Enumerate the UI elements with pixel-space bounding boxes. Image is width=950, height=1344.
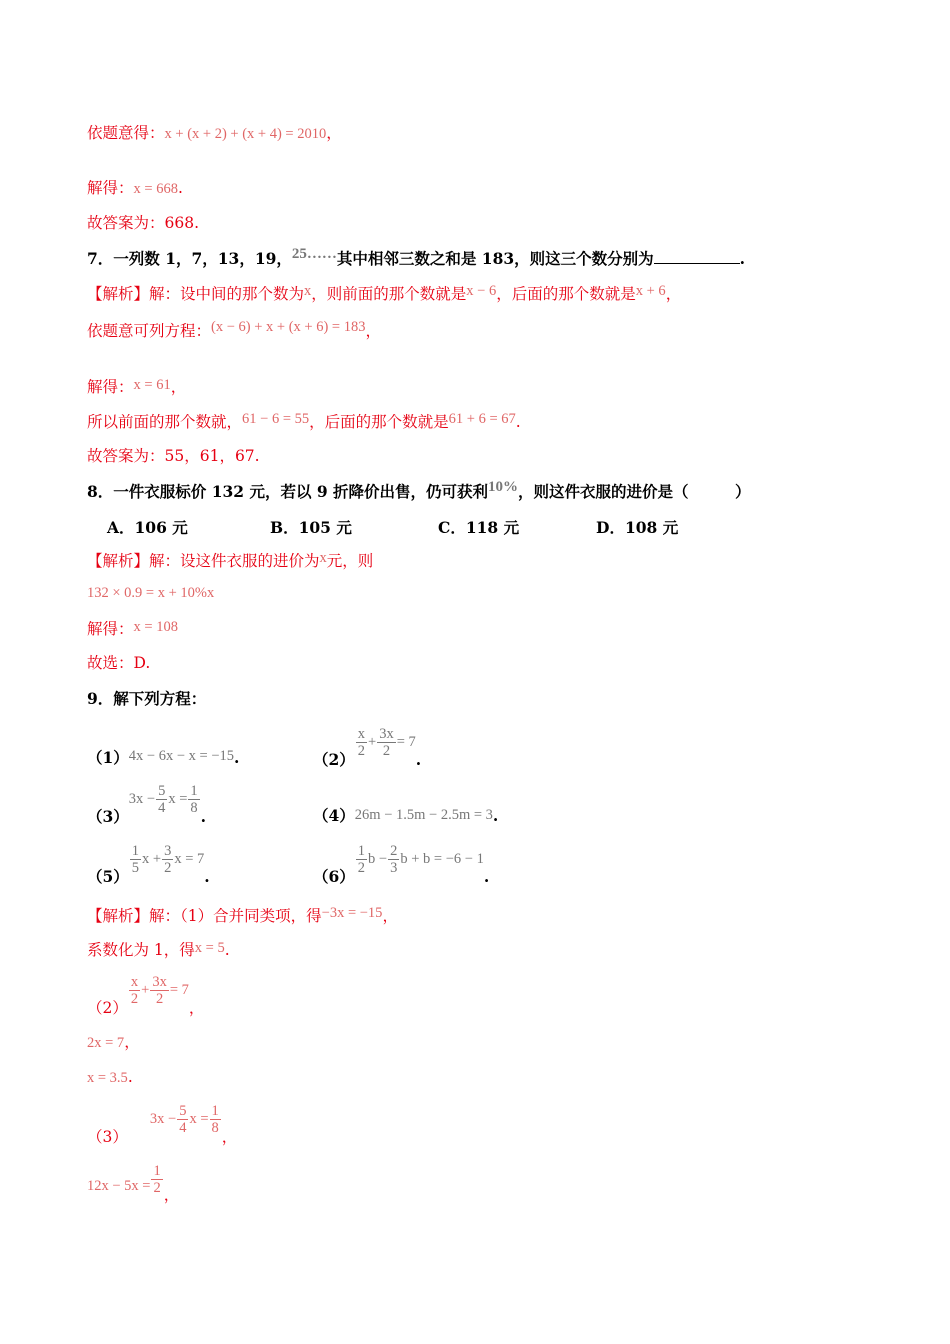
problem-5	[87, 843, 210, 886]
analysis-line	[87, 321, 381, 342]
step-label: （3）	[87, 1128, 128, 1146]
denominator: 2	[357, 860, 366, 876]
problem-1	[87, 748, 239, 769]
analysis-line	[87, 551, 373, 572]
analysis-line	[87, 377, 186, 398]
superscript-term: 10%	[488, 479, 519, 495]
denominator: 8	[211, 1120, 219, 1136]
equation-part: x = 7	[174, 850, 205, 867]
equation: 26m − 1.5m − 2.5m = 3	[354, 807, 493, 823]
equation: (x − 6) + x + (x + 6) = 183	[211, 319, 366, 335]
solution-line	[87, 123, 342, 144]
analysis-text: 所以前面的那个数就，	[87, 413, 243, 431]
problem-3	[87, 783, 207, 826]
analysis-text: 解：设这件衣服的进价为	[149, 552, 320, 570]
solution-line	[87, 178, 183, 199]
numerator: 1	[131, 843, 140, 859]
analysis-tag: 【解析】	[87, 552, 150, 570]
variable: x	[319, 550, 327, 566]
problem-2	[313, 726, 422, 769]
equation-part: 12x − 5x =	[87, 1177, 151, 1194]
label-text: 解得：	[87, 378, 134, 396]
option-a[interactable]: A．106 元	[107, 518, 188, 537]
analysis-line	[87, 906, 398, 927]
question-text: 一列数 1，7，13，19，	[113, 249, 292, 268]
punctuation: ，	[170, 378, 187, 396]
answer-line: 故答案为：55，61，67.	[87, 447, 260, 465]
analysis-text: 元，则	[326, 552, 374, 570]
question-9: 9．解下列方程：	[87, 689, 207, 708]
punctuation: .	[515, 413, 521, 431]
numerator: 5	[158, 783, 166, 799]
equation-part: x =	[168, 790, 188, 807]
problem-label: （2）	[313, 750, 355, 769]
analysis-line	[87, 974, 205, 1017]
punctuation: .	[234, 748, 240, 767]
numerator: 3x	[152, 974, 167, 990]
denominator: 3	[390, 860, 398, 876]
punctuation: ，	[221, 1128, 238, 1146]
analysis-text: 解：（1）合并同类项，得	[149, 907, 322, 925]
equation: x = 668	[133, 181, 178, 197]
denominator: 4	[158, 800, 166, 816]
punctuation: ，	[163, 1186, 180, 1204]
equation: 61 + 6 = 67	[448, 411, 516, 427]
answer-blank[interactable]	[654, 249, 740, 264]
analysis-line	[87, 284, 681, 305]
equation: 132 × 0.9 = x + 10%x	[87, 585, 215, 601]
equation-part: b + b = −6 − 1	[400, 850, 484, 867]
numerator: 3x	[379, 726, 394, 742]
analysis-line	[87, 1163, 180, 1204]
operator: +	[141, 981, 150, 998]
equation: x + 6	[635, 283, 666, 299]
label-text: 解得：	[87, 179, 134, 197]
equation: x = 61	[133, 377, 171, 393]
equation: −3x = −15	[321, 905, 383, 921]
analysis-line	[87, 619, 178, 640]
numerator: 2	[390, 843, 398, 859]
equation: x = 5	[194, 940, 225, 956]
numerator: 1	[211, 1103, 219, 1119]
punctuation: .	[204, 867, 210, 886]
punctuation: ，	[665, 285, 682, 303]
numerator: x	[357, 726, 366, 742]
punctuation: .	[200, 807, 207, 826]
punctuation: ，	[382, 907, 398, 925]
punctuation: ，	[188, 999, 205, 1017]
equation: x = 108	[133, 619, 178, 635]
equation: x + (x + 2) + (x + 4) = 2010	[164, 126, 327, 142]
answer-line: 故答案为：668.	[87, 214, 200, 232]
equation: 61 − 6 = 55	[242, 411, 310, 427]
analysis-line	[87, 1067, 133, 1088]
analysis-tag: 【解析】	[87, 285, 150, 303]
equation: x = 3.5	[87, 1070, 128, 1086]
variable: x	[304, 283, 312, 299]
punctuation: ，	[326, 124, 342, 142]
equation: 4x − 6x − x = −15	[128, 748, 235, 764]
denominator: 2	[155, 991, 164, 1007]
punctuation: .	[739, 249, 746, 268]
equation-part: 3x −	[149, 1110, 177, 1127]
numerator: 3	[164, 843, 172, 859]
operator: +	[368, 733, 377, 750]
answer-line: 故选：D.	[87, 654, 151, 672]
numerator: x	[130, 974, 139, 990]
question-number: 8．	[87, 482, 114, 501]
analysis-line	[87, 582, 214, 603]
step-label: （2）	[87, 999, 128, 1017]
problem-label: （6）	[313, 867, 355, 886]
denominator: 8	[190, 800, 198, 816]
analysis-text: 解：设中间的那个数为	[149, 285, 305, 303]
punctuation: .	[492, 806, 499, 825]
punctuation: ，	[124, 1033, 140, 1051]
option-c[interactable]: C．118 元	[438, 518, 520, 537]
equation: 2x = 7	[87, 1035, 125, 1051]
analysis-tag: 【解析】	[87, 907, 150, 925]
label-text: 依题意可列方程：	[87, 322, 212, 340]
analysis-line	[87, 412, 521, 433]
equation-part: x =	[189, 1110, 209, 1127]
analysis-text: ，后面的那个数就是	[496, 285, 636, 303]
analysis-line	[87, 1103, 238, 1146]
analysis-text: ，则前面的那个数就是	[311, 285, 467, 303]
problem-6	[313, 843, 490, 886]
punctuation: ，	[365, 322, 381, 340]
equation-rhs: = 7	[396, 733, 416, 750]
option-b[interactable]: B．105 元	[270, 518, 352, 537]
denominator: 2	[357, 743, 366, 759]
punctuation: .	[127, 1068, 133, 1086]
denominator: 5	[131, 860, 140, 876]
numerator: 1	[153, 1163, 161, 1179]
equation-part: x +	[142, 850, 162, 867]
denominator: 2	[164, 860, 172, 876]
problem-label: （1）	[87, 748, 129, 767]
question-7	[87, 246, 746, 270]
problem-label: （4）	[313, 806, 355, 825]
numerator: 1	[357, 843, 366, 859]
denominator: 2	[153, 1180, 161, 1196]
equation-rhs: = 7	[169, 981, 189, 998]
denominator: 4	[179, 1120, 187, 1136]
question-8	[87, 479, 751, 503]
numerator: 5	[179, 1103, 187, 1119]
analysis-text: ，后面的那个数就是	[309, 413, 449, 431]
question-text: 一件衣服标价 132 元，若以 9 折降价出售，仍可获利	[113, 482, 489, 501]
equation: x − 6	[466, 283, 497, 299]
problem-label: （3）	[87, 807, 129, 826]
superscript-term: 25……	[291, 246, 337, 262]
option-d[interactable]: D．108 元	[596, 518, 679, 537]
punctuation: .	[177, 179, 183, 197]
analysis-line	[87, 1032, 140, 1053]
question-text: ，则这件衣服的进价是（ ）	[518, 482, 751, 501]
denominator: 2	[382, 743, 391, 759]
question-text: 其中相邻三数之和是 183，则这三个数分别为	[336, 249, 654, 268]
punctuation: .	[415, 750, 422, 769]
analysis-text: 系数化为 1，得	[87, 941, 195, 959]
denominator: 2	[130, 991, 139, 1007]
problem-4	[313, 806, 498, 827]
punctuation: .	[224, 941, 230, 959]
question-number: 7．	[87, 249, 114, 268]
label-text: 依题意得：	[87, 124, 165, 142]
equation-part: 3x −	[128, 790, 156, 807]
equation-part: b −	[368, 850, 388, 867]
punctuation: .	[483, 867, 490, 886]
numerator: 1	[190, 783, 198, 799]
problem-label: （5）	[87, 867, 129, 886]
analysis-line	[87, 940, 230, 961]
label-text: 解得：	[87, 620, 134, 638]
